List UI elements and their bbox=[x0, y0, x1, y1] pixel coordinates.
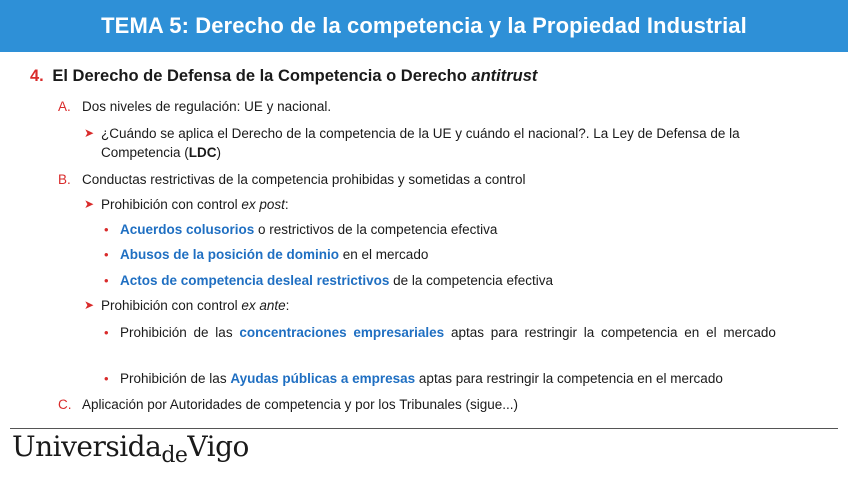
item-b1 bbox=[101, 195, 289, 214]
item-a-text: Dos niveles de regulación: UE y nacional. bbox=[82, 99, 332, 114]
arrow-right-icon: ➤ bbox=[84, 126, 95, 140]
footer-divider bbox=[10, 428, 838, 429]
list-item-text: de la competencia efectiva bbox=[389, 273, 553, 288]
bullet-dot-icon: • bbox=[104, 325, 109, 340]
section-title: El Derecho de Defensa de la Competencia o Derecho bbox=[52, 67, 472, 85]
logo-text-3: Vigo bbox=[187, 430, 249, 463]
item-a-sub-text: ¿Cuándo se aplica el Derecho de la competencia de la UE y cuándo el nacional?. La Ley de Defensa de la Competencia ( bbox=[101, 126, 740, 160]
logo-text-2: de bbox=[161, 443, 188, 468]
highlight-term: Ayudas públicas a empresas bbox=[230, 371, 416, 386]
list-item bbox=[120, 245, 428, 264]
item-c-letter: C. bbox=[58, 397, 72, 412]
item-b2-italic: ex ante bbox=[241, 298, 286, 313]
arrow-right-icon: ➤ bbox=[84, 298, 95, 312]
list-item-text: aptas para restringir la competencia en el mercado bbox=[415, 371, 723, 386]
arrow-right-icon: ➤ bbox=[84, 197, 95, 211]
bullet-dot-icon: • bbox=[104, 222, 109, 237]
bullet-dot-icon: • bbox=[104, 273, 109, 288]
bullet-dot-icon: • bbox=[104, 371, 109, 386]
item-b2-text: Prohibición con control bbox=[101, 298, 242, 313]
item-b1-text: Prohibición con control bbox=[101, 197, 242, 212]
list-item-text: aptas para restringir la competencia en el mercado bbox=[444, 325, 776, 340]
list-item bbox=[120, 220, 497, 239]
list-item bbox=[120, 271, 553, 290]
highlight-term: Acuerdos colusorios bbox=[120, 222, 255, 237]
list-item bbox=[120, 323, 806, 342]
bullet-dot-icon: • bbox=[104, 247, 109, 262]
section-title-italic: antitrust bbox=[471, 67, 538, 85]
item-b-text: Conductas restrictivas de la competencia prohibidas y sometidas a control bbox=[82, 172, 526, 187]
university-logo bbox=[12, 430, 249, 468]
list-item-text: en el mercado bbox=[339, 247, 429, 262]
ldc-acronym: LDC bbox=[188, 145, 217, 160]
list-item-pre: Prohibición de las bbox=[120, 325, 240, 340]
title-bar bbox=[0, 0, 848, 52]
section-heading bbox=[30, 67, 537, 86]
item-c-text: Aplicación por Autoridades de competencia y por los Tribunales (sigue...) bbox=[82, 397, 518, 412]
highlight-term: concentraciones empresariales bbox=[239, 325, 445, 340]
item-b2-colon: : bbox=[285, 298, 290, 313]
item-a-sub bbox=[101, 124, 821, 162]
item-b2 bbox=[101, 296, 289, 315]
item-b1-italic: ex post bbox=[241, 197, 285, 212]
list-item-text: o restrictivos de la competencia efectiva bbox=[254, 222, 498, 237]
item-a-sub-close: ) bbox=[216, 145, 222, 160]
logo-text-1: Universida bbox=[12, 430, 162, 463]
list-item bbox=[120, 369, 723, 388]
highlight-term: Actos de competencia desleal restrictivos bbox=[120, 273, 390, 288]
item-a-letter: A. bbox=[58, 99, 71, 114]
item-b-letter: B. bbox=[58, 172, 71, 187]
highlight-term: Abusos de la posición de dominio bbox=[120, 247, 340, 262]
list-item-pre: Prohibición de las bbox=[120, 371, 231, 386]
slide-title: TEMA 5: Derecho de la competencia y la Propiedad Industrial bbox=[101, 13, 747, 38]
section-number: 4. bbox=[30, 67, 44, 85]
item-b1-colon: : bbox=[284, 197, 289, 212]
